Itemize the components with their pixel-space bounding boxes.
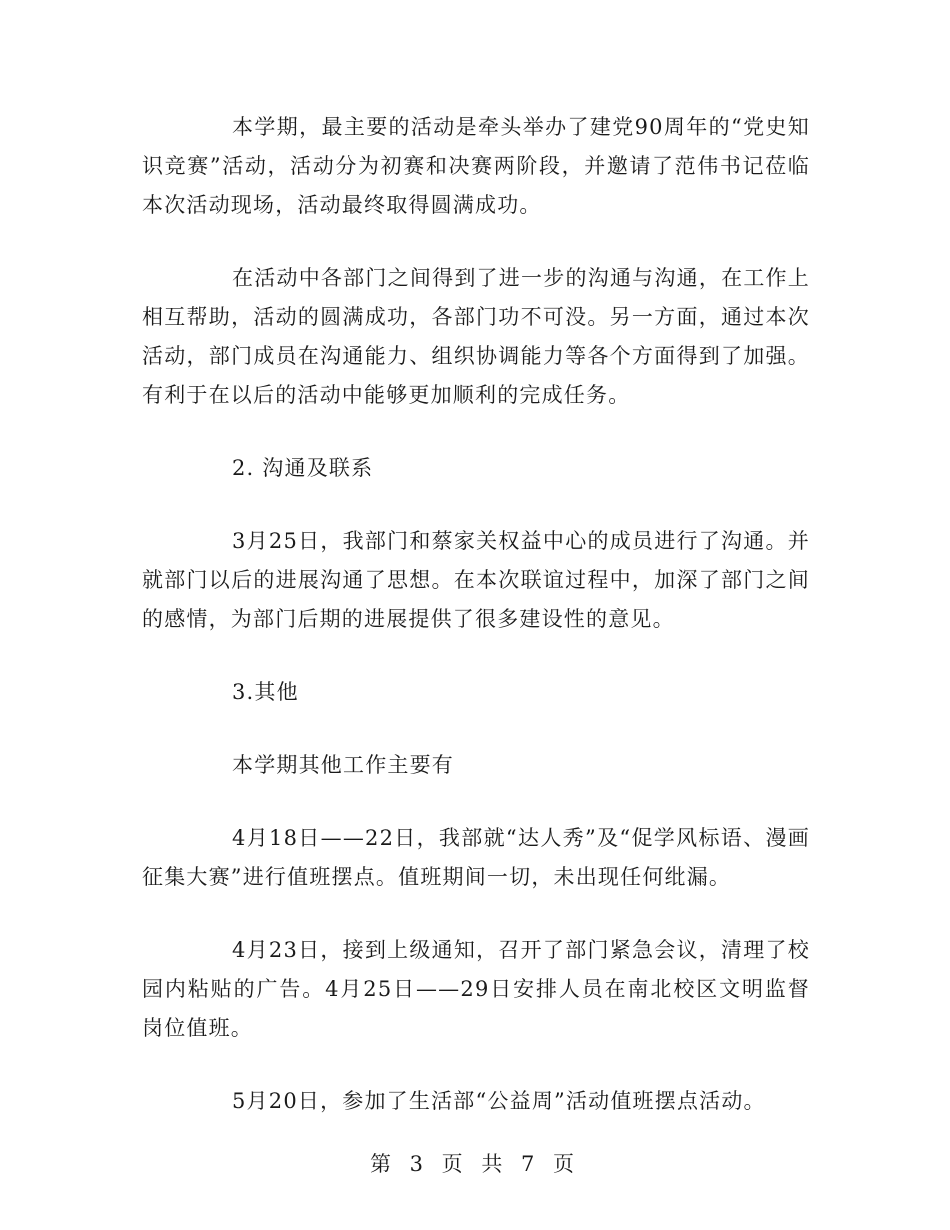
- paragraph-party-history-contest: 本学期，最主要的活动是牵头举办了建党90周年的“党史知识竞赛”活动，活动分为初赛和决赛两阶段，并邀请了范伟书记莅临本次活动现场，活动最终取得圆满成功。: [142, 115, 810, 217]
- paragraph-april-18-22: 4月18日——22日，我部就“达人秀”及“促学风标语、漫画征集大赛”进行值班摆点。值班期间一切，未出现任何纰漏。: [142, 826, 810, 889]
- page-footer: 第 3 页 共 7 页: [369, 1152, 581, 1176]
- paragraph-march-25: 3月25日，我部门和蔡家关权益中心的成员进行了沟通。并就部门以后的进展沟通了思想。在本次联谊过程中，加深了部门之间的感情，为部门后期的进展提供了很多建设性的意见。: [142, 529, 810, 631]
- section-heading-communication: 2. 沟通及联系: [232, 456, 374, 480]
- paragraph-may-20: 5月20日，参加了生活部“公益周”活动值班摆点活动。: [232, 1089, 766, 1113]
- paragraph-other-work-intro: 本学期其他工作主要有: [232, 753, 454, 777]
- paragraph-department-cooperation: 在活动中各部门之间得到了进一步的沟通与沟通，在工作上相互帮助，活动的圆满成功，各部门功不可没。另一方面，通过本次活动，部门成员在沟通能力、组织协调能力等各个方面得到了加强。有利于在以后的活动中能够更加顺利的完成任务。: [142, 266, 810, 407]
- document-page: [142, 108, 810, 1121]
- section-heading-other: 3.其他: [232, 680, 299, 704]
- paragraph-april-23: 4月23日，接到上级通知，召开了部门紧急会议，清理了校园内粘贴的广告。4月25日——29日安排人员在南北校区文明监督岗位值班。: [142, 938, 810, 1040]
